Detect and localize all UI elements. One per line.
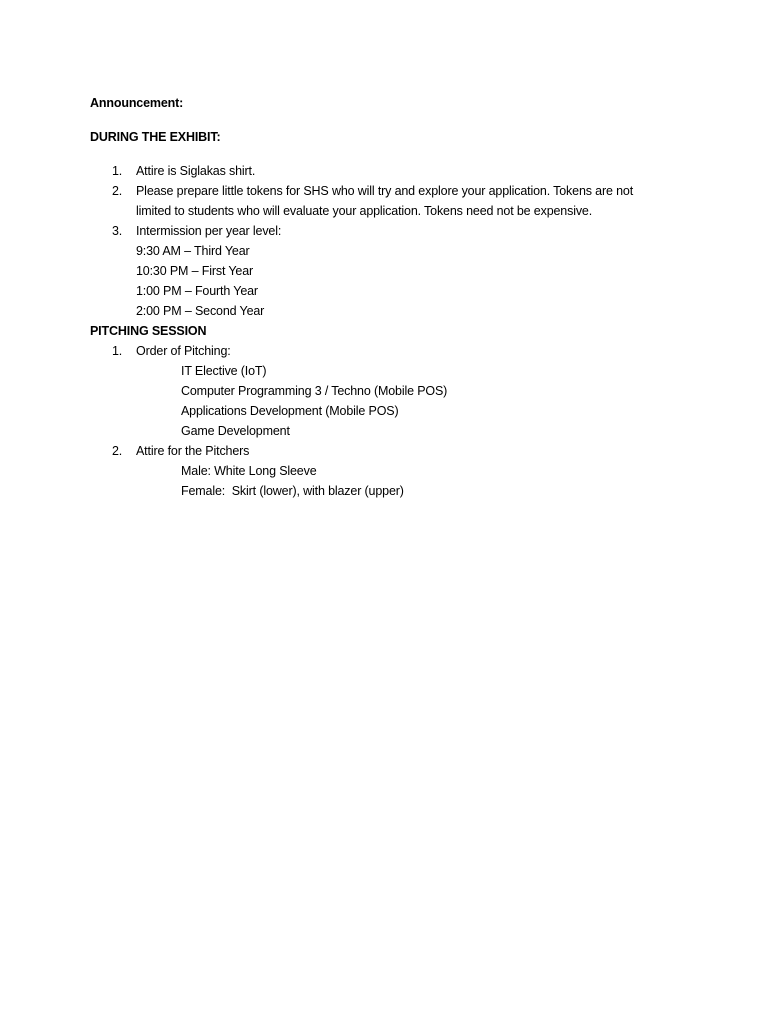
exhibit-heading: DURING THE EXHIBIT: xyxy=(90,130,221,144)
list-number: 3. xyxy=(112,224,123,238)
pitching-order-entry: Game Development xyxy=(181,424,290,438)
schedule-entry: 2:00 PM – Second Year xyxy=(136,304,265,318)
exhibit-item-1 xyxy=(90,161,690,181)
exhibit-item-text: Attire is Siglakas shirt. xyxy=(136,164,256,178)
schedule-entry: 9:30 AM – Third Year xyxy=(136,244,250,258)
pitching-list xyxy=(90,341,690,501)
exhibit-item-text: Please prepare little tokens for SHS who will try and explore your application. Tokens are not xyxy=(136,184,634,198)
exhibit-item-2 xyxy=(90,181,690,221)
exhibit-item-text: limited to students who will evaluate your application. Tokens need not be expensive. xyxy=(136,204,593,218)
schedule-entry: 10:30 PM – First Year xyxy=(136,264,254,278)
pitching-order-entry: Computer Programming 3 / Techno (Mobile POS) xyxy=(181,384,448,398)
schedule-entry: 1:00 PM – Fourth Year xyxy=(136,284,258,298)
exhibit-list xyxy=(90,161,690,321)
attire-entry: Female: Skirt (lower), with blazer (upper) xyxy=(181,484,404,498)
pitching-order-entry: Applications Development (Mobile POS) xyxy=(181,404,399,418)
exhibit-item-3 xyxy=(90,221,690,321)
announcement-label: Announcement: xyxy=(90,96,184,110)
pitching-order-entry: IT Elective (IoT) xyxy=(181,364,267,378)
list-number: 2. xyxy=(112,184,123,198)
pitching-item-label: Order of Pitching: xyxy=(136,344,231,358)
document-content xyxy=(90,93,690,501)
pitching-item-1 xyxy=(90,341,690,441)
list-number: 1. xyxy=(112,344,123,358)
list-number: 2. xyxy=(112,444,123,458)
pitching-item-2 xyxy=(90,441,690,501)
list-number: 1. xyxy=(112,164,123,178)
pitching-heading: PITCHING SESSION xyxy=(90,324,207,338)
exhibit-item-text: Intermission per year level: xyxy=(136,224,282,238)
pitching-item-label: Attire for the Pitchers xyxy=(136,444,250,458)
attire-entry: Male: White Long Sleeve xyxy=(181,464,317,478)
